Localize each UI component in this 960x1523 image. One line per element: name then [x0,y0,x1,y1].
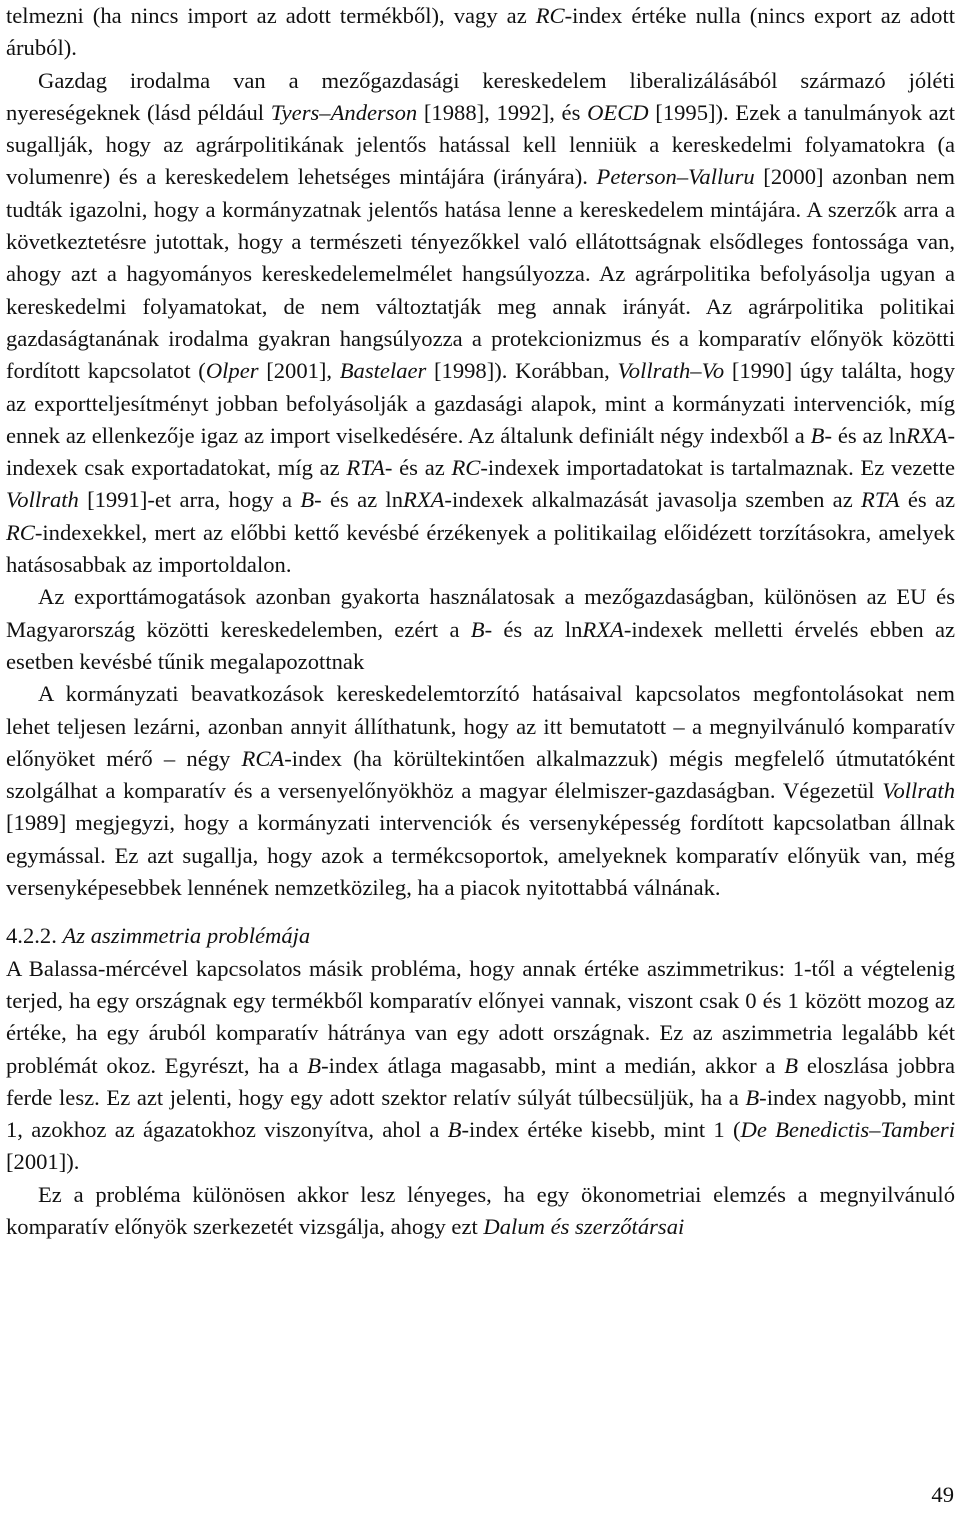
section-title: Az aszimmetria problémája [62,923,311,949]
text-run: [2001], [258,358,340,384]
text-run: és az [899,487,956,513]
italic-text: RC [451,455,481,481]
paragraph [6,65,955,582]
italic-text: RTA [861,487,900,513]
text-run: [1998]). Korábban, [426,358,618,384]
italic-text: Vollrath–Vo [617,358,725,384]
paragraph [6,581,955,678]
section-number: 4.2.2. [6,923,57,949]
text-run: [2001]). [6,1149,80,1175]
italic-text: RXA [582,616,624,642]
text-run: A Balassa-mércével kapcsolatos másik probléma, hogy annak értéke aszimmetrikus: 1-től a végtelenig terjed, ha egy országnak egy termékből komparatív előnyei vannak, viszont csak 0 és 1 között mozog az értéke, ha egy áruból komparatív hátránya van egy adott országnak. Ez az aszimmetria legalább két problémát okoz. Egyrészt, ha a [6,955,955,1078]
italic-text: OECD [587,99,649,125]
text-run: -index értéke kisebb, mint 1 ( [461,1117,741,1143]
italic-text: RC [6,519,35,545]
text-run: Ez a probléma különösen akkor lesz lényeges, ha egy ökonometriai elemzés a megnyilvánuló komparatív előnyök szerkezetét vizsgálja, ahogy ezt [6,1181,955,1239]
text-run: Gazdag irodalma van a mezőgazdasági kereskedelem liberalizálásából származó jóléti nyereségeknek (lásd például [6,67,955,125]
text-run: -indexek importadatokat is tartalmaznak. Ez vezette [480,455,955,481]
paragraph [6,0,955,65]
italic-text: B [784,1052,799,1078]
italic-text: RXA [403,487,445,513]
text-run: - és az ln [824,422,907,448]
italic-text: B [745,1084,760,1110]
italic-text: RXA [906,422,948,448]
document-page [6,0,955,1243]
body-text-top [6,0,955,904]
text-run: A kormányzati beavatkozások kereskedelemtorzító hatásaival kapcsolatos megfontolásokat nem lehet teljesen lezárni, azonban annyit állíthatunk, hogy az itt bemutatott – a megnyilvánuló komparatív előnyöket mérő – négy [6,681,955,771]
italic-text: Vollrath [6,487,79,513]
body-text-bottom [6,953,955,1244]
text-run: telmezni (ha nincs import az adott termékből), vagy az [6,3,536,28]
italic-text: RC [535,3,565,28]
italic-text: De Benedictis–Tamberi [740,1117,955,1143]
paragraph [6,1179,955,1244]
italic-text: B [307,1052,322,1078]
italic-text: RCA [241,745,285,771]
italic-text: Peterson–Valluru [596,164,755,190]
text-run: -indexekkel, mert az előbbi kettő kevésbé érzékenyek a politikailag előidézett torzításokra, amelyek hatásosabbak az importoldalon. [6,519,955,578]
text-run: - és az ln [314,487,404,513]
text-run: [1990] úgy találta, hogy az exportteljesítményt jobban befolyásolják a gazdasági alapok, mint a kormányzati intervenciók, míg ennek az ellenkezője igaz az import viselkedésére. Az általunk definiált négy indexből a [6,358,956,448]
text-run: - és az ln [484,616,583,642]
page-number: 49 [931,1482,954,1507]
italic-text: B [810,422,825,448]
text-run: -index nagyobb, mint 1, azokhoz az ágazatokhoz viszonyítva, ahol a [6,1084,955,1143]
italic-text: B [300,487,315,513]
text-run: -index átlaga magasabb, mint a medián, akkor a [321,1052,785,1078]
italic-text: B [470,616,485,642]
text-run: -indexek csak exportadatokat, míg az [6,422,955,481]
text-run: - és az [384,455,452,481]
text-run: -indexek alkalmazását javasolja szemben az [444,487,862,513]
text-run: [2000] azonban nem tudták igazolni, hogy a kormányzatnak jelentős hatása lenne a kereskedelem mintájára. A szerzők arra a következtetésre jutottak, hogy a természeti tényezőkkel való ellátottságnak elsődleges fontossága van, ahogy azt a hagyományos kereskedelemelmélet hangsúlyozza. Az agrárpolitika befolyásolja ugyan a kereskedelmi folyamatokat, de nem változtatják meg annak irányát. Az agrárpolitika politikai gazdaságtanának irodalma gyakran hangsúlyozza a protekcionizmus és a komparatív előnyök közötti fordított kapcsolatot ( [6,164,955,384]
italic-text: Dalum és szerzőtársai [483,1213,685,1239]
text-run: -index (ha körültekintően alkalmazzuk) mégis megfelelő útmutatóként szolgálhat a komparatív és a versenyelőnyökhöz a magyar élelmiszer-gazdaságban. Végezetül [6,745,955,804]
italic-text: Vollrath [882,778,955,804]
paragraph [6,953,955,1179]
text-run: [1995]). Ezek a tanulmányok azt sugallják, hogy az agrárpolitikának jelentős hatással kell lenniük a kereskedelmi folyamatokra (a volumenre) és a kereskedelem lehetséges mintájára (irányára). [6,99,955,190]
italic-text: Tyers–Anderson [270,99,418,125]
text-run: -indexek melletti érvelés ebben az esetben kevésbé tűnik megalapozottnak [6,616,955,674]
italic-text: B [447,1117,462,1143]
italic-text: Bastelaer [339,358,427,384]
text-run: eloszlása jobbra ferde lesz. Ez azt jelenti, hogy egy adott szektor relatív súlyát túlbecsüljük, ha a [6,1052,955,1110]
italic-text: RTA [346,455,385,481]
text-run: Az exporttámogatások azonban gyakorta használatosak a mezőgazdaságban, különösen az EU és Magyarország közötti kereskedelemben, ezért a [6,584,955,642]
text-run: -index értéke nulla (nincs export az adott áruból). [6,3,956,61]
italic-text: Olper [205,358,259,384]
paragraph [6,678,955,904]
text-run: [1991]-et arra, hogy a [78,487,301,513]
text-run: [1988], 1992], és [417,99,588,125]
text-run: [1989] megjegyzi, hogy a kormányzati intervenciók és versenyképesség fordított kapcsolatban állnak egymással. Ez azt sugallja, hogy azok a termékcsoportok, amelyeknek komparatív előnyük van, még versenyképesebbek lennének nemzetközileg, ha a piacok nyitottabbá válnának. [6,810,955,901]
section-heading [6,920,955,952]
